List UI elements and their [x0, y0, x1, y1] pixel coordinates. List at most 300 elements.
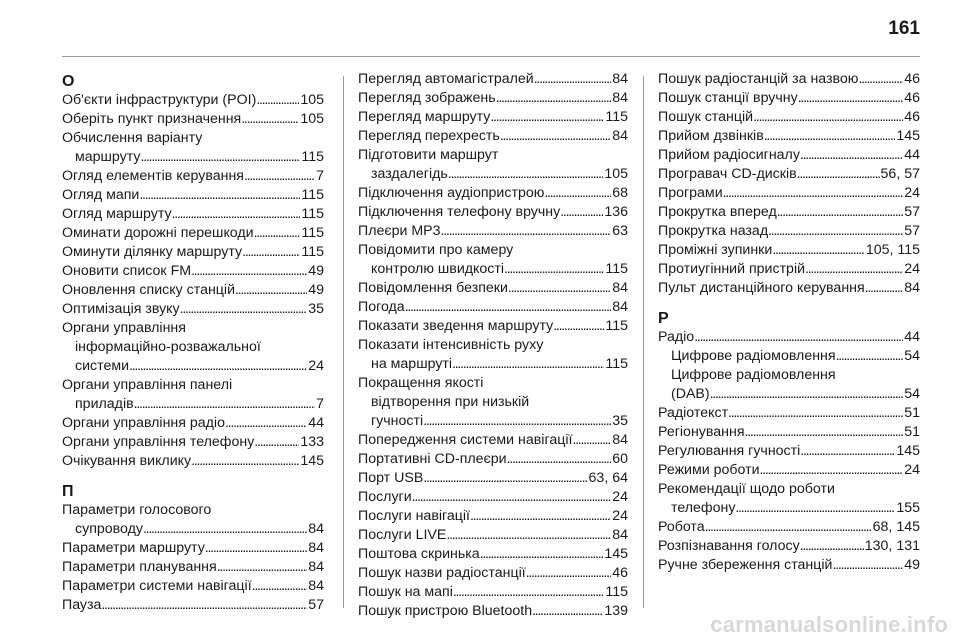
- entry-text: Параметри маршруту: [62, 540, 205, 556]
- index-line: [62, 558, 324, 577]
- entry-text: Об'єкти інфраструктури (POI): [62, 92, 257, 108]
- dot-leader: [705, 518, 872, 537]
- entry-page-ref: 115: [605, 318, 628, 334]
- index-entry: [62, 319, 324, 376]
- index-line: [62, 148, 324, 167]
- index-line: [658, 499, 920, 518]
- entry-text: Органи управління панелі: [62, 377, 233, 393]
- dot-leader: [723, 184, 904, 203]
- entry-text: маршруту: [75, 149, 141, 165]
- index-entry: [358, 488, 628, 507]
- entry-page-ref: 24: [904, 462, 920, 478]
- entry-text: Ручне збереження станцій: [658, 557, 833, 573]
- index-entry: [358, 526, 628, 545]
- entry-text: Пошук станцій: [658, 109, 754, 125]
- entry-page-ref: 136: [604, 204, 628, 220]
- dot-leader: [504, 260, 604, 279]
- index-line: [358, 203, 628, 222]
- entry-text: Протиугінний пристрій: [658, 261, 806, 277]
- entry-text: Поштова скринька: [358, 546, 480, 562]
- index-entry: [62, 186, 324, 205]
- dot-leader: [256, 91, 299, 110]
- entry-page-ref: 115: [301, 225, 324, 241]
- dot-leader: [500, 127, 611, 146]
- index-line: [358, 545, 628, 564]
- index-line: [658, 461, 920, 480]
- dot-leader: [101, 596, 307, 615]
- entry-text: Рекомендації щодо роботи: [658, 481, 835, 497]
- column-divider: [343, 76, 344, 608]
- entry-page-ref: 7: [316, 396, 324, 412]
- index-line: [658, 146, 920, 165]
- entry-page-ref: 84: [904, 280, 920, 296]
- entry-text: Програми: [658, 185, 723, 201]
- dot-leader: [560, 203, 603, 222]
- index-line: [358, 317, 628, 336]
- entry-text: Режими роботи: [658, 462, 760, 478]
- index-line: [358, 70, 628, 89]
- index-line: [62, 520, 324, 539]
- dot-leader: [768, 222, 903, 241]
- entry-page-ref: 84: [308, 578, 324, 594]
- index-entry: [658, 241, 920, 260]
- dot-leader: [452, 355, 604, 374]
- index-entry: [658, 404, 920, 423]
- entry-page-ref: 46: [904, 109, 920, 125]
- dot-leader: [710, 385, 904, 404]
- index-entry: [358, 317, 628, 336]
- entry-page-ref: 84: [308, 521, 324, 537]
- entry-page-ref: 24: [904, 185, 920, 201]
- entry-text: Регулювання гучності: [658, 443, 801, 459]
- entry-text: відтворення при низькій: [371, 394, 530, 410]
- index-line: [658, 241, 920, 260]
- dot-leader: [235, 281, 307, 300]
- entry-page-ref: 35: [308, 301, 324, 317]
- index-line: [62, 167, 324, 186]
- index-line: [658, 518, 920, 537]
- index-line: [358, 108, 628, 127]
- dot-leader: [572, 431, 611, 450]
- index-line: [358, 469, 628, 488]
- entry-text: Перегляд маршруту: [358, 109, 491, 125]
- section-letter: О: [62, 73, 75, 90]
- dot-leader: [490, 108, 604, 127]
- index-entry: [358, 431, 628, 450]
- entry-text: інформаційно-розважальної: [75, 339, 261, 355]
- index-line: [658, 347, 920, 366]
- index-entry: [658, 423, 920, 442]
- entry-text: Оберіть пункт призначення: [62, 111, 242, 127]
- index-entry: [62, 224, 324, 243]
- index-entry: [62, 376, 324, 414]
- index-line: [358, 507, 628, 526]
- entry-page-ref: 115: [301, 149, 324, 165]
- dot-leader: [772, 241, 864, 260]
- entry-text: Плеєри MP3: [358, 223, 441, 239]
- column-divider: [643, 76, 644, 608]
- entry-page-ref: 54: [904, 386, 920, 402]
- page-number: 161: [888, 18, 920, 39]
- entry-page-ref: 57: [904, 204, 920, 220]
- index-line: [62, 110, 324, 129]
- index-line: [358, 355, 628, 374]
- index-line: [62, 596, 324, 615]
- dot-leader: [745, 423, 904, 442]
- dot-leader: [534, 70, 612, 89]
- entry-page-ref: 105, 115: [865, 242, 920, 258]
- index-entry: [358, 203, 628, 222]
- entry-text: Перегляд зображень: [358, 90, 496, 106]
- index-entry: [62, 205, 324, 224]
- entry-page-ref: 84: [308, 540, 324, 556]
- dot-leader: [800, 537, 864, 556]
- index-entry: [358, 241, 628, 279]
- index-entry: [358, 108, 628, 127]
- entry-page-ref: 115: [301, 206, 324, 222]
- dot-leader: [800, 146, 903, 165]
- dot-leader: [254, 433, 299, 452]
- index-entry: [658, 328, 920, 404]
- index-entry: [62, 262, 324, 281]
- index-entry: [658, 70, 920, 89]
- entry-page-ref: 84: [612, 299, 628, 315]
- entry-page-ref: 7: [316, 168, 324, 184]
- entry-text: Параметри голосового: [62, 502, 212, 518]
- entry-page-ref: 24: [904, 261, 920, 277]
- entry-page-ref: 105: [300, 92, 324, 108]
- index-line: [358, 488, 628, 507]
- index-entry: [62, 433, 324, 452]
- index-line: [658, 328, 920, 347]
- index-line: [658, 127, 920, 146]
- index-entry: [658, 108, 920, 127]
- entry-text: Програвач CD-дисків: [658, 166, 797, 182]
- dot-leader: [446, 526, 611, 545]
- index-entry: [62, 452, 324, 471]
- dot-leader: [798, 89, 904, 108]
- index-entry: [62, 414, 324, 433]
- entry-text: Пульт дистанційного керування: [658, 280, 865, 296]
- entry-text: Органи управління телефону: [62, 434, 255, 450]
- watermark: carmanualsonline.info: [710, 612, 948, 637]
- index-line: [658, 279, 920, 298]
- dot-leader: [139, 186, 300, 205]
- section-letter: Р: [658, 310, 669, 327]
- index-entry: [62, 501, 324, 539]
- index-line: [358, 412, 628, 431]
- entry-text: Огляд мапи: [62, 187, 140, 203]
- entry-text: Послуги LIVE: [358, 527, 447, 543]
- index-entry: [658, 222, 920, 241]
- index-entry: [658, 127, 920, 146]
- dot-leader: [777, 203, 904, 222]
- entry-text: Повідомити про камеру: [358, 242, 514, 258]
- entry-text: Цифрове радіомовлення: [671, 348, 836, 364]
- entry-text: контролю швидкості: [371, 261, 505, 277]
- entry-page-ref: 60: [612, 451, 628, 467]
- entry-page-ref: 44: [904, 147, 920, 163]
- dot-leader: [191, 262, 307, 281]
- dot-leader: [252, 577, 308, 596]
- dot-leader: [797, 165, 880, 184]
- entry-page-ref: 63, 64: [588, 470, 628, 486]
- index-line: [358, 298, 628, 317]
- dot-leader: [508, 279, 611, 298]
- entry-text: Послуги навігації: [358, 508, 470, 524]
- entry-text: Пошук радіостанцій за назвою: [658, 71, 859, 87]
- dot-leader: [205, 539, 307, 558]
- index-entry: [658, 442, 920, 461]
- index-line: [658, 260, 920, 279]
- entry-page-ref: 46: [904, 90, 920, 106]
- entry-text: системи: [75, 358, 130, 374]
- index-line: [358, 602, 628, 621]
- entry-text: Порт USB: [358, 470, 424, 486]
- dot-leader: [526, 564, 612, 583]
- index-line: [62, 262, 324, 281]
- index-line: [358, 127, 628, 146]
- index-entry: [62, 110, 324, 129]
- entry-text: гучності: [371, 413, 424, 429]
- header-rule: [62, 56, 920, 57]
- entry-text: Підключення телефону вручну: [358, 204, 561, 220]
- entry-page-ref: 84: [612, 71, 628, 87]
- index-entry: [358, 70, 628, 89]
- index-line: [358, 165, 628, 184]
- entry-text: Перегляд автомагістралей: [358, 71, 534, 87]
- index-line: [62, 452, 324, 471]
- entry-text: Погода: [358, 299, 405, 315]
- entry-text: на маршруті: [371, 356, 453, 372]
- entry-text: Покращення якості: [358, 375, 484, 391]
- entry-page-ref: 63: [612, 223, 628, 239]
- entry-page-ref: 57: [308, 597, 324, 613]
- dot-leader: [480, 545, 604, 564]
- index-entry: [358, 564, 628, 583]
- entry-page-ref: 49: [308, 282, 324, 298]
- index-entry: [358, 89, 628, 108]
- dot-leader: [423, 412, 611, 431]
- dot-leader: [141, 148, 301, 167]
- entry-page-ref: 46: [904, 71, 920, 87]
- entry-page-ref: 84: [612, 527, 628, 543]
- index-column-1: [62, 70, 324, 615]
- dot-leader: [412, 488, 612, 507]
- dot-leader: [244, 167, 315, 186]
- index-line: [658, 404, 920, 423]
- index-line: [658, 423, 920, 442]
- index-line: [658, 184, 920, 203]
- entry-page-ref: 139: [604, 603, 628, 619]
- dot-leader: [191, 452, 299, 471]
- index-line: [358, 260, 628, 279]
- entry-page-ref: 84: [308, 559, 324, 575]
- entry-page-ref: 115: [605, 356, 628, 372]
- index-line: [658, 537, 920, 556]
- dot-leader: [805, 260, 903, 279]
- index-line: [62, 300, 324, 319]
- entry-page-ref: 68: [612, 185, 628, 201]
- entry-page-ref: 68, 145: [872, 519, 920, 535]
- dot-leader: [405, 298, 612, 317]
- entry-text: супроводу: [75, 521, 143, 537]
- index-line: [658, 385, 920, 404]
- index-entry: [658, 279, 920, 298]
- index-line: [358, 184, 628, 203]
- entry-text: Портативні CD-плеєри: [358, 451, 507, 467]
- entry-page-ref: 145: [896, 443, 920, 459]
- entry-page-ref: 57: [904, 223, 920, 239]
- index-line: [658, 556, 920, 575]
- dot-leader: [241, 110, 299, 129]
- index-line: [62, 205, 324, 224]
- entry-text: Проміжні зупинки: [658, 242, 773, 258]
- dot-leader: [858, 70, 903, 89]
- entry-text: Прийом радіосигналу: [658, 147, 800, 163]
- dot-leader: [865, 279, 904, 298]
- index-line: [358, 450, 628, 469]
- dot-leader: [764, 127, 896, 146]
- dot-leader: [507, 450, 612, 469]
- entry-page-ref: 46: [612, 565, 628, 581]
- index-entry: [658, 184, 920, 203]
- index-entry: [658, 556, 920, 575]
- dot-leader: [134, 395, 315, 414]
- index-entry: [358, 279, 628, 298]
- entry-page-ref: 24: [612, 489, 628, 505]
- dot-leader: [129, 357, 307, 376]
- entry-text: Очікування виклику: [62, 453, 192, 469]
- index-entry: [358, 583, 628, 602]
- dot-leader: [242, 243, 300, 262]
- entry-text: Оновлення списку станцій: [62, 282, 235, 298]
- dot-leader: [694, 328, 903, 347]
- entry-text: Розпізнавання голосу: [658, 538, 800, 554]
- entry-page-ref: 84: [612, 90, 628, 106]
- entry-page-ref: 84: [612, 128, 628, 144]
- entry-page-ref: 115: [301, 244, 324, 260]
- entry-page-ref: 51: [904, 405, 920, 421]
- entry-text: Пошук пристрою Bluetooth: [358, 603, 533, 619]
- entry-text: Радіо: [658, 329, 695, 345]
- index-entry: [358, 127, 628, 146]
- index-line: [658, 442, 920, 461]
- index-line: [62, 357, 324, 376]
- dot-leader: [225, 414, 307, 433]
- entry-page-ref: 35: [612, 413, 628, 429]
- dot-leader: [553, 317, 604, 336]
- entry-page-ref: 56, 57: [880, 166, 920, 182]
- entry-text: Підключення аудіопристрою: [358, 185, 545, 201]
- entry-text: Органи управління радіо: [62, 415, 225, 431]
- index-line: [62, 395, 324, 414]
- index-entry: [658, 260, 920, 279]
- entry-page-ref: 155: [896, 500, 920, 516]
- dot-leader: [448, 165, 604, 184]
- entry-text: Оптимізація звуку: [62, 301, 180, 317]
- entry-page-ref: 145: [300, 453, 324, 469]
- index-entry: [62, 300, 324, 319]
- index-entry: [658, 203, 920, 222]
- index-entry: [62, 91, 324, 110]
- entry-page-ref: 105: [604, 166, 628, 182]
- entry-text: приладів: [75, 396, 134, 412]
- index-entry: [658, 537, 920, 556]
- entry-text: Підготовити маршрут: [358, 147, 499, 163]
- entry-page-ref: 24: [308, 358, 324, 374]
- index-entry: [62, 281, 324, 300]
- entry-text: Регіонування: [658, 424, 745, 440]
- index-line: [62, 91, 324, 110]
- dot-leader: [217, 558, 308, 577]
- entry-text: Прийом дзвінків: [658, 128, 764, 144]
- index-entry: [658, 480, 920, 518]
- dot-leader: [532, 602, 603, 621]
- dot-leader: [180, 300, 308, 319]
- index-entry: [62, 539, 324, 558]
- index-line: [358, 526, 628, 545]
- index-entry: [62, 167, 324, 186]
- dot-leader: [423, 469, 587, 488]
- index-entry: [62, 596, 324, 615]
- dot-leader: [832, 556, 903, 575]
- index-line: [62, 539, 324, 558]
- entry-page-ref: 115: [605, 584, 628, 600]
- entry-text: Прокрутка вперед: [658, 204, 777, 220]
- index-entry: [358, 507, 628, 526]
- index-entry: [358, 222, 628, 241]
- entry-text: Показати інтенсивність руху: [358, 337, 544, 353]
- index-entry: [358, 298, 628, 317]
- dot-leader: [172, 205, 301, 224]
- entry-page-ref: 24: [612, 508, 628, 524]
- index-line: [62, 224, 324, 243]
- index-column-2: [358, 70, 628, 621]
- entry-text: Прокрутка назад: [658, 223, 769, 239]
- entry-text: Цифрове радіомовлення: [671, 367, 836, 383]
- entry-text: Пошук станції вручну: [658, 90, 798, 106]
- entry-text: Повідомлення безпеки: [358, 280, 508, 296]
- entry-page-ref: 54: [904, 348, 920, 364]
- index-line: [62, 577, 324, 596]
- index-line: [358, 564, 628, 583]
- entry-page-ref: 49: [904, 557, 920, 573]
- dot-leader: [254, 224, 301, 243]
- entry-text: Оминути ділянку маршруту: [62, 244, 243, 260]
- entry-page-ref: 145: [604, 546, 628, 562]
- index-entry: [658, 518, 920, 537]
- index-entry: [358, 184, 628, 203]
- dot-leader: [836, 347, 904, 366]
- entry-text: Параметри планування: [62, 559, 217, 575]
- index-line: [358, 279, 628, 298]
- index-line: [658, 165, 920, 184]
- index-entry: [358, 545, 628, 564]
- index-line: [358, 89, 628, 108]
- index-entry: [62, 243, 324, 262]
- index-entry: [358, 602, 628, 621]
- entry-page-ref: 84: [612, 432, 628, 448]
- entry-text: телефону: [671, 500, 736, 516]
- entry-text: Органи управління: [62, 320, 186, 336]
- index-line: [658, 70, 920, 89]
- entry-text: Пауза: [62, 597, 102, 613]
- entry-page-ref: 44: [904, 329, 920, 345]
- dot-leader: [760, 461, 904, 480]
- index-line: [658, 222, 920, 241]
- entry-page-ref: 115: [605, 261, 628, 277]
